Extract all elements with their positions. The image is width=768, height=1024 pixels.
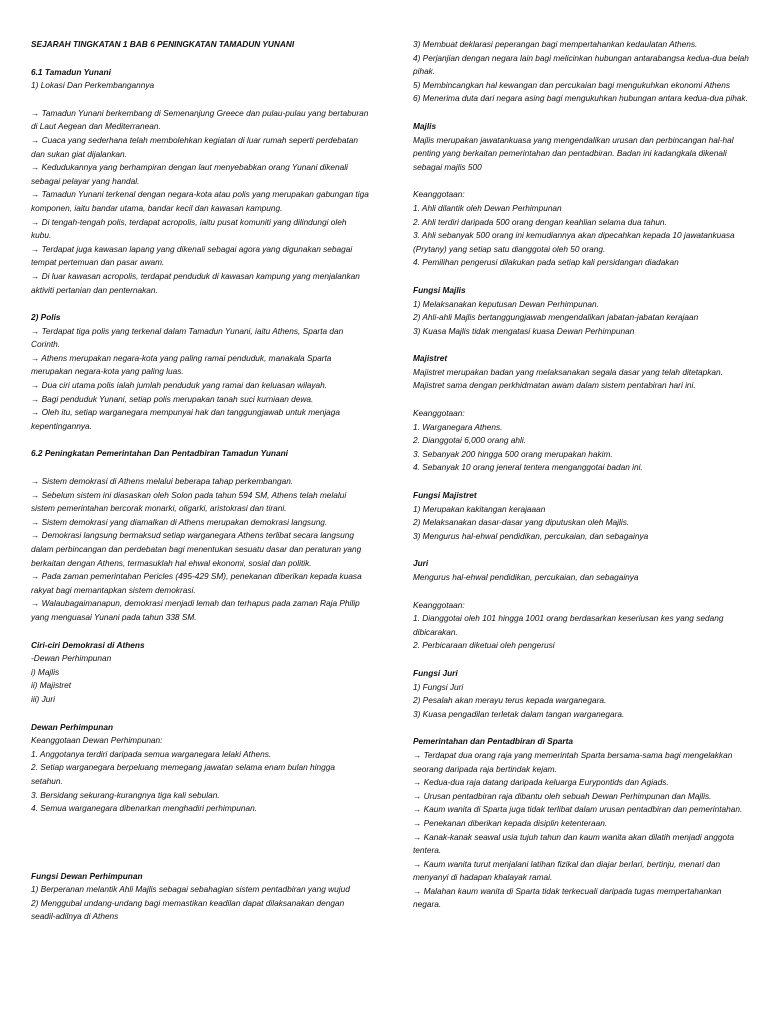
list-item: → Malahan kaum wanita di Sparta tidak terkecuali daripada tugas mempertahankan negara.: [413, 885, 722, 910]
keanggotaan-majlis-section: [413, 188, 751, 270]
list-item: 2) Pesalah akan merayu terus kepada warganegara.: [413, 695, 607, 706]
list-item: 4. Sebanyak 10 orang jeneral tentera menganggotai badan ini.: [413, 462, 643, 473]
list-item: → Sistem demokrasi yang diamalkan di Athens merupakan demokrasi langsung.: [31, 516, 328, 527]
list-item: 5) Membincangkan hal kewangan dan percukaian bagi mengukuhkan ekonomi Athens: [413, 79, 731, 90]
list-item: 2. Ahli terdiri daripada 500 orang dengan keahlian selama dua tahun.: [413, 216, 667, 227]
list-item: 3. Bersidang sekurang-kurangnya tiga kali sebulan.: [31, 789, 220, 800]
polis-section: [31, 311, 369, 433]
subsection-heading: Keanggotaan:: [413, 599, 465, 610]
list-item: 1) Berperanan melantik Ahli Majlis sebagai sebahagian sistem pentadbiran yang wujud: [31, 884, 350, 895]
list-item: 2) Ahli-ahli Majlis bertanggungjawab mengendalikan jabatan-jabatan kerajaan: [413, 312, 699, 323]
list-item: 3) Mengurus hal-ehwal pendidikan, percukaian, dan sebagainya: [413, 530, 649, 541]
fungsi-dewan-section: [31, 870, 369, 924]
list-item: 2. Perbicaraan diketuai oleh pengerusi: [413, 640, 555, 651]
paragraph: Mengurus hal-ehwal pendidikan, percukaian, dan sebagainya: [413, 572, 639, 582]
list-item: → Terdapat juga kawasan lapang yang dikenali sebagai agora yang digunakan sebagai tempat pertemuan dan pasar awam.: [31, 243, 353, 268]
section-6-1-points: [31, 107, 369, 297]
list-item: -Dewan Perhimpunan: [31, 653, 112, 664]
section-heading: Pemerintahan dan Pentadbiran di Sparta: [413, 736, 573, 747]
sparta-section: [413, 735, 751, 912]
list-item: 6) Menerima duta dari negara asing bagi mengukuhkan hubungan antara kedua-dua pihak.: [413, 93, 748, 104]
list-item: 1. Ahli dilantik oleh Dewan Perhimpunan: [413, 202, 562, 213]
dewan-perhimpunan-section: [31, 721, 369, 816]
fungsi-majistret-section: [413, 489, 751, 543]
list-item: → Urusan pentadbiran raja dibantu oleh sebuah Dewan Perhimpunan dan Majlis.: [413, 790, 712, 801]
left-column: [31, 38, 369, 938]
subsection-heading: Keanggotaan Dewan Perhimpunan:: [31, 735, 163, 746]
list-item: 4. Semua warganegara dibenarkan menghadiri perhimpunan.: [31, 803, 258, 814]
list-item: → Kedua-dua raja datang daripada keluarga Eurypontids dan Agiads.: [413, 777, 669, 788]
juri-section: [413, 557, 751, 584]
list-item: → Di luar kawasan acropolis, terdapat penduduk di kawasan kampung yang menjalankan aktiviti pertanian dan penternakan.: [31, 270, 360, 295]
list-item: → Tamadun Yunani terkenal dengan negara-kota atau polis yang merupakan gabungan tiga komponen, iaitu bandar utama, bandar kecil dan kawasan kampung.: [31, 189, 369, 213]
section-heading: Fungsi Majistret: [413, 490, 477, 501]
list-item: 3. Sebanyak 200 hingga 500 orang merupakan hakim.: [413, 448, 613, 459]
subsection-heading: Keanggotaan:: [413, 408, 465, 419]
section-6-2-points: [31, 475, 369, 625]
list-item: → Sebelum sistem ini diasaskan oleh Solon pada tahun 594 SM, Athens telah melalui sistem pemerintahan bercorak monarki, oligarki, aristokrasi dan tirani.: [31, 489, 347, 514]
list-item: 2) Menggubal undang-undang bagi memastikan keadilan dapat dilaksanakan dengan seadil-adilnya di Athens: [31, 897, 345, 922]
list-item: ii) Majistret: [31, 680, 72, 691]
majistret-section: [413, 352, 751, 393]
majlis-section: [413, 120, 751, 174]
list-item: → Kaum wanita di Sparta juga tidak terlibat dalam urusan pentadbiran dan pemerintahan.: [413, 804, 743, 815]
list-item: 4) Perjanjian dengan negara lain bagi melicinkan hubungan antarabangsa kedua-dua belah pihak.: [413, 52, 749, 77]
list-item: 1. Anggotanya terdiri daripada semua warganegara lelaki Athens.: [31, 748, 272, 759]
list-item: 1) Fungsi Juri: [413, 681, 464, 692]
fungsi-dewan-continued: [413, 38, 751, 106]
list-item: → Tamadun Yunani berkembang di Semenanjung Greece dan pulau-pulau yang bertaburan di Laut Aegean dan Mediterranean.: [31, 107, 369, 132]
list-item: → Bagi penduduk Yunani, setiap polis merupakan tanah suci kurniaan dewa.: [31, 393, 314, 404]
section-heading: Fungsi Majlis: [413, 284, 466, 295]
list-item: → Penekanan diberikan kepada disiplin ketenteraan.: [413, 817, 608, 828]
keanggotaan-juri-section: [413, 599, 751, 653]
list-item: → Demokrasi langsung bermaksud setiap warganegara Athens terlibat secara langsung dalam perbincangan dan perdebatan bagi menentukan sesuatu dasar dan peraturan yang berkaitan dengan Athens, termasuklah hal ehwal ekonomi, sosial dan politik.: [31, 530, 362, 568]
list-item: → Sistem demokrasi di Athens melalui beberapa tahap perkembangan.: [31, 476, 294, 487]
list-item: → Dua ciri utama polis ialah jumlah penduduk yang ramai dan keluasan wilayah.: [31, 380, 328, 391]
list-item: → Di tengah-tengah polis, terdapat acropolis, iaitu pusat komuniti yang dilindungi oleh kubu.: [31, 216, 347, 241]
list-item: → Kanak-kanak seawal usia tujuh tahun dan kaum wanita akan dilatih menjadi anggota tentera.: [413, 831, 735, 856]
section-heading: 2) Polis: [31, 312, 61, 323]
section-heading: Ciri-ciri Demokrasi di Athens: [31, 639, 145, 650]
keanggotaan-majistret-section: [413, 407, 751, 475]
document-title: SEJARAH TINGKATAN 1 BAB 6 PENINGKATAN TAMADUN YUNANI: [31, 39, 295, 49]
fungsi-majlis-section: [413, 284, 751, 338]
paragraph: Majistret merupakan badan yang melaksanakan segala dasar yang telah ditetapkan. Majistret sama dengan perkhidmatan awam dalam sistem pentabiran hari ini.: [413, 366, 723, 391]
section-heading: Dewan Perhimpunan: [31, 721, 114, 732]
list-item: 3. Ahli sebanyak 500 orang ini kemudiannya akan dipecahkan kepada 10 jawatankuasa (Prytany) yang setiap satu dianggotai oleh 50 orang.: [413, 230, 735, 254]
right-column: [413, 38, 751, 926]
section-heading: Majlis: [413, 120, 437, 131]
section-heading: Fungsi Dewan Perhimpunan: [31, 870, 143, 881]
list-item: 3) Kuasa pengadilan terletak dalam tangan warganegara.: [413, 708, 625, 719]
subsection-heading: Keanggotaan:: [413, 189, 465, 200]
list-item: 2) Melaksanakan dasar-dasar yang diputuskan oleh Majlis.: [413, 517, 630, 528]
section-heading: Majistret: [413, 353, 448, 364]
list-item: → Kaum wanita turut menjalani latihan fizikal dan diajar berlari, bertinju, menari dan menyanyi di hadapan khalayak ramai.: [413, 858, 721, 883]
list-item: 2. Dianggotai 6,000 orang ahli.: [413, 435, 527, 446]
list-item: iii) Juri: [31, 693, 55, 704]
list-item: → Walaubagaimanapun, demokrasi menjadi lemah dan terhapus pada zaman Raja Philip yang menguasai Yunani pada tahun 338 SM.: [31, 598, 360, 622]
section-heading: Juri: [413, 558, 429, 569]
list-item: → Pada zaman pemerintahan Pericles (495-429 SM), penekanan diberikan kepada kuasa rakyat bagi memantapkan sistem demokrasi.: [31, 571, 362, 595]
list-item: → Kedudukannya yang berhampiran dengan laut menyebabkan orang Yunani dikenali sebagai pelayar yang handal.: [31, 162, 348, 186]
list-item: 3) Membuat deklarasi peperangan bagi mempertahankan kedaulatan Athens.: [413, 39, 698, 49]
section-heading: 6.1 Tamadun Yunani: [31, 66, 111, 77]
section-6-1: [31, 66, 369, 93]
list-item: 4. Pemilihan pengerusi dilakukan pada setiap kali persidangan diadakan: [413, 257, 679, 268]
section-6-2-heading-block: [31, 447, 369, 461]
fungsi-juri-section: [413, 667, 751, 721]
list-item: 2. Setiap warganegara berpeluang memegang jawatan selama enam bulan hingga setahun.: [31, 762, 335, 786]
list-item: 1. Warganegara Athens.: [413, 421, 503, 432]
section-heading: Fungsi Juri: [413, 667, 458, 678]
list-item: 1) Melaksanakan keputusan Dewan Perhimpunan.: [413, 298, 599, 309]
list-item: 1) Merupakan kakitangan kerajaaan: [413, 503, 546, 514]
subsection-heading: 1) Lokasi Dan Perkembangannya: [31, 80, 155, 91]
list-item: i) Majlis: [31, 666, 60, 677]
section-heading: 6.2 Peningkatan Pemerintahan Dan Pentadbiran Tamadun Yunani: [31, 448, 288, 459]
list-item: → Cuaca yang sederhana telah membolehkan kegiatan di luar rumah seperti perdebatan dan sukan giat dijalankan.: [31, 134, 359, 159]
list-item: → Terdapat dua orang raja yang memerintah Sparta bersama-sama bagi mengelakkan seorang daripada raja bertindak kejam.: [413, 749, 733, 774]
list-item: 1. Dianggotai oleh 101 hingga 1001 orang berdasarkan keseriusan kes yang sedang dibicarakan.: [413, 613, 724, 637]
list-item: → Athens merupakan negara-kota yang paling ramai penduduk, manakala Sparta merupakan negara-kota yang paling luas.: [31, 352, 332, 377]
ciri-demokrasi-section: [31, 639, 369, 707]
list-item: → Terdapat tiga polis yang terkenal dalam Tamadun Yunani, iaitu Athens, Sparta dan Corinth.: [31, 325, 344, 350]
list-item: → Oleh itu, setiap warganegara mempunyai hak dan tanggungjawab untuk menjaga kepentingannya.: [31, 407, 341, 431]
list-item: 3) Kuasa Majlis tidak mengatasi kuasa Dewan Perhimpunan: [413, 325, 635, 336]
paragraph: Majlis merupakan jawatankuasa yang mengendalikan urusan dan perbincangan hal-hal penting yang berkaitan pemerintahan dan pentadbiran. Badan ini kadangkala dikenali sebagai majlis 500: [413, 134, 734, 172]
